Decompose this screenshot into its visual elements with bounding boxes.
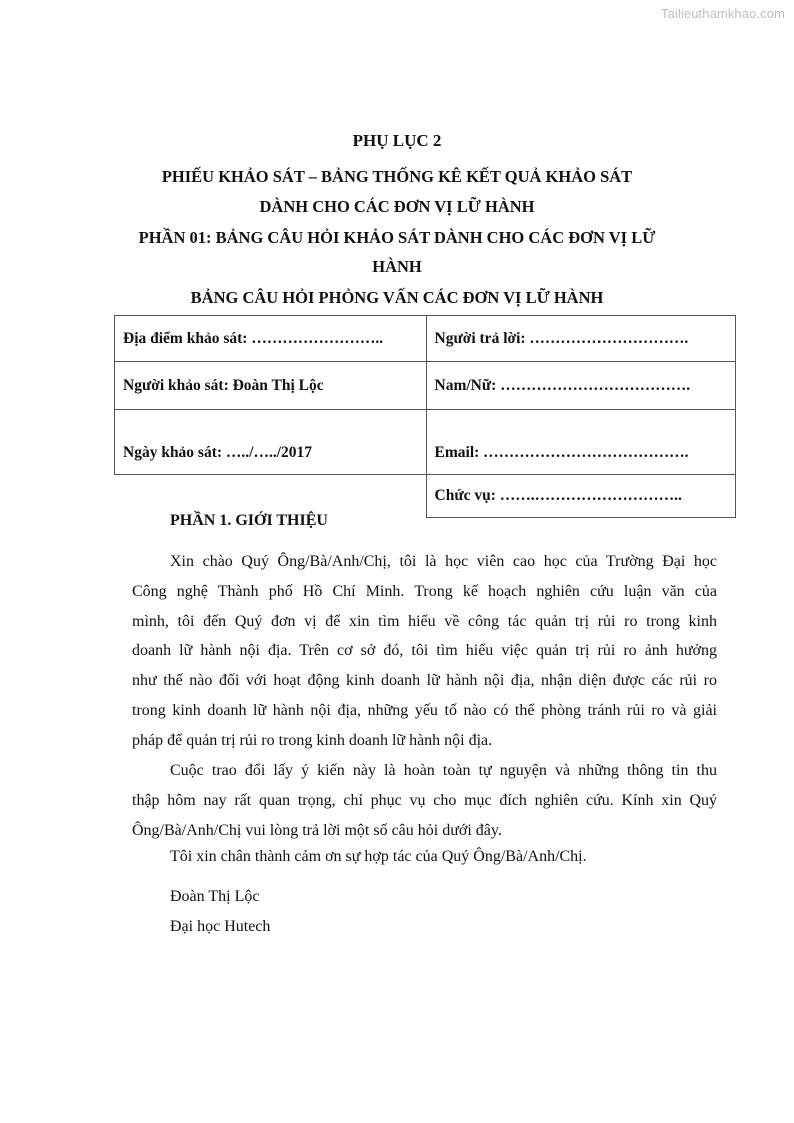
document-title-line2: DÀNH CHO CÁC ĐƠN VỊ LỮ HÀNH (259, 197, 535, 216)
signature-name: Đoàn Thị Lộc (170, 888, 260, 905)
paragraph-line: Công nghệ Thành phố Hồ Chí Minh. Trong kế hoạch nghiên cứu luận văn của (132, 582, 717, 600)
respondent-field: Người trả lời: …………………………. (426, 316, 735, 362)
interview-title: BẢNG CÂU HỎI PHỎNG VẤN CÁC ĐƠN VỊ LỮ HÀNH (190, 288, 604, 307)
appendix-title: PHỤ LỤC 2 (352, 131, 442, 150)
gender-field: Nam/Nữ: ………………………………. (426, 362, 735, 410)
table-row (115, 316, 736, 362)
intro-paragraph-1 (132, 547, 717, 756)
part-title-line1: PHẦN 01: BẢNG CÂU HỎI KHẢO SÁT DÀNH CHO CÁC ĐƠN VỊ LỮ (138, 228, 656, 247)
thanks-paragraph: Tôi xin chân thành cảm ơn sự hợp tác của Quý Ông/Bà/Anh/Chị. (170, 848, 587, 865)
survey-date-field: Ngày khảo sát: …../…../2017 (115, 410, 427, 475)
email-field: Email: …………………………………. (426, 410, 735, 475)
section-title: PHẦN 1. GIỚI THIỆU (170, 512, 328, 529)
paragraph-line: mình, tôi đến Quý đơn vị để xin tìm hiểu về công tác quản trị rủi ro trong kinh (132, 612, 717, 630)
paragraph-line: Xin chào Quý Ông/Bà/Anh/Chị, tôi là học viên cao học của Trường Đại học (170, 553, 717, 570)
paragraph-line: pháp để quản trị rủi ro trong kinh doanh lữ hành nội địa. (132, 731, 493, 749)
paragraph-line: thập hôm nay rất quan trọng, chỉ phục vụ cho mục đích nghiên cứu. Kính xin Quý (132, 791, 717, 809)
position-field: Chức vụ: …….……………………….. (426, 475, 735, 518)
survey-info-table (114, 315, 736, 518)
intro-paragraph-2 (132, 756, 717, 845)
watermark: Tailieuthamkhao.com (660, 6, 785, 21)
surveyor-field: Người khảo sát: Đoàn Thị Lộc (115, 362, 427, 410)
paragraph-line: trong kinh doanh lữ hành nội địa, những yếu tố nào có thể phòng tránh rủi ro và giải (132, 701, 717, 719)
table-row (115, 362, 736, 410)
paragraph-line: Cuộc trao đổi lấy ý kiến này là hoàn toàn tự nguyện và những thông tin thu (170, 762, 717, 779)
document-title-line1: PHIẾU KHẢO SÁT – BẢNG THỐNG KÊ KẾT QUẢ KHẢO SÁT (161, 167, 633, 186)
survey-location-field: Địa điểm khảo sát: …………………….. (115, 316, 427, 362)
table-row (115, 410, 736, 475)
paragraph-line: doanh lữ hành nội địa. Trên cơ sở đó, tôi tìm hiểu việc quản trị rủi ro ảnh hưởng (132, 642, 717, 660)
paragraph-line: như thế nào đối với hoạt động kinh doanh lữ hành nội địa, nhận diện được các rủi ro (132, 672, 717, 690)
paragraph-line: Ông/Bà/Anh/Chị vui lòng trả lời một số câu hỏi dưới đây. (132, 821, 502, 839)
part-title-line2: HÀNH (372, 257, 422, 276)
signature-organization: Đại học Hutech (170, 918, 271, 935)
